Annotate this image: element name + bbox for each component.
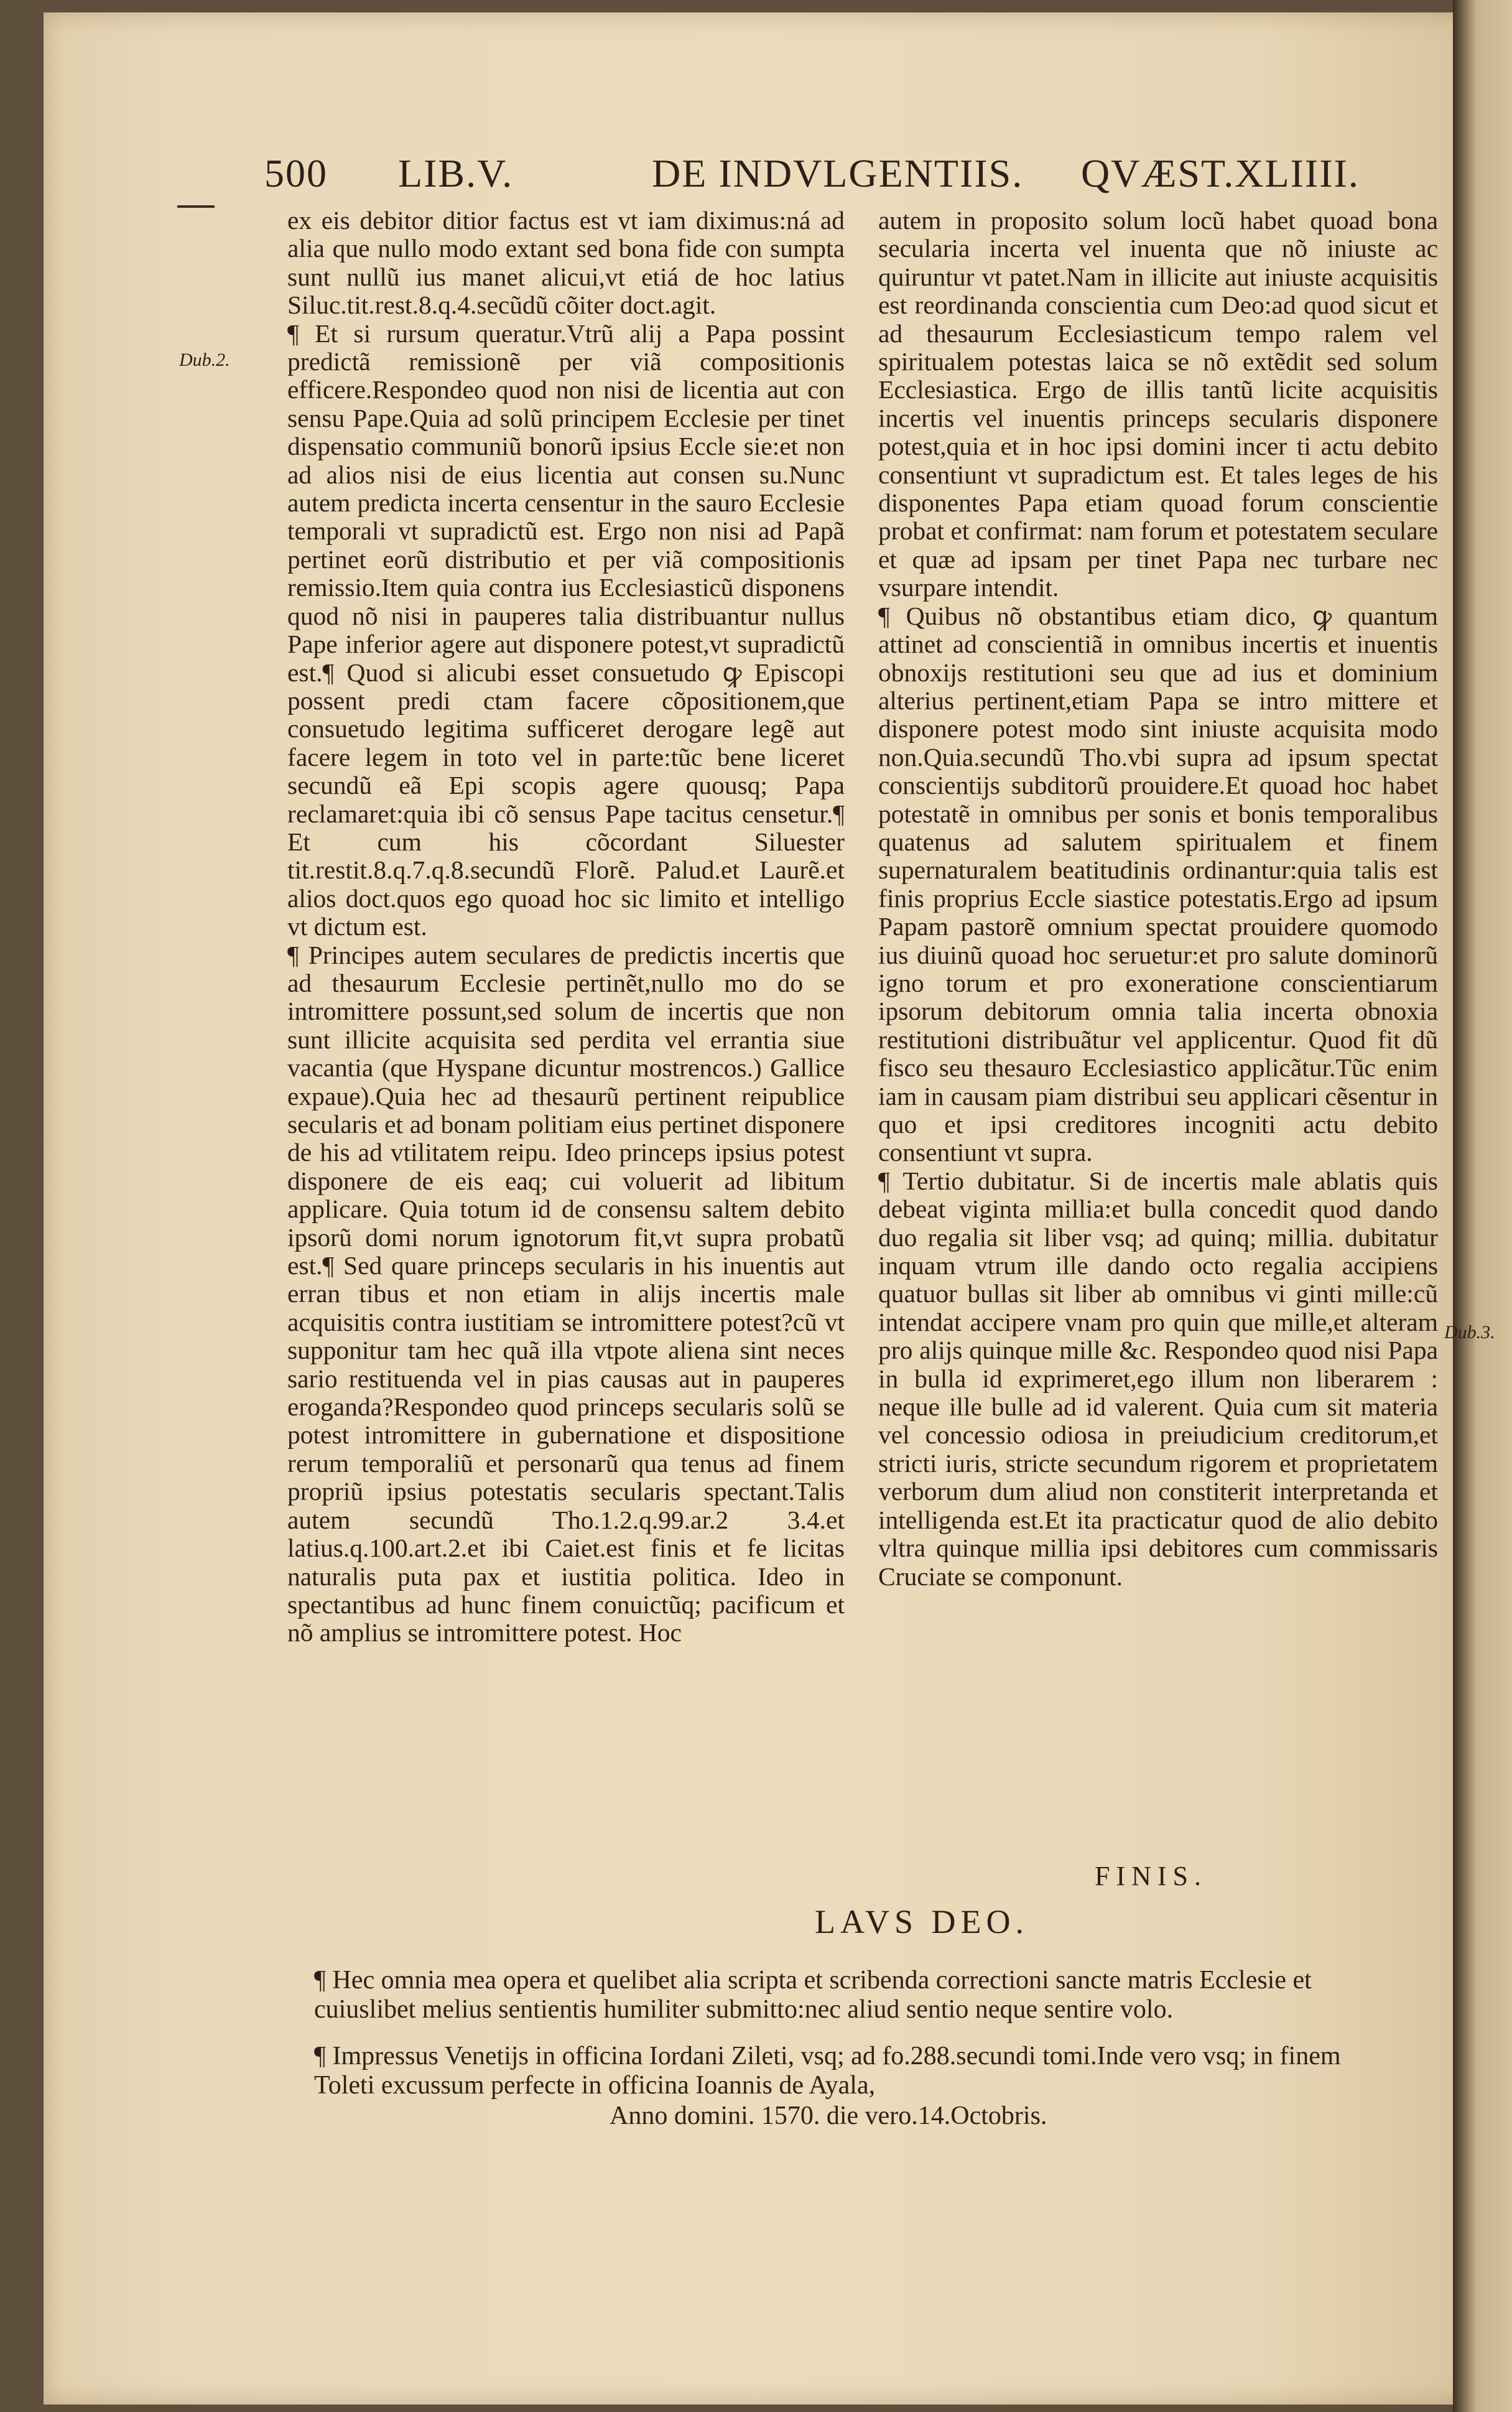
margin-note-dub2: Dub.2. (179, 350, 230, 370)
page-number: 500 (264, 151, 328, 195)
question-number: QVÆST.XLIIII. (1081, 151, 1360, 195)
paragraph: autem in proposito solum locũ habet quoad bona secularia incerta vel inuenta que nõ iniuste ac quiruntur vt patet.Nam in illicite aut iniuste acquisitis est reordinanda conscientia cum Deo:ad quod sicut et ad thesaurum Ecclesiasticum tempo ralem vel spiritualem potestas laica se nõ extẽdit sed solum Ecclesiastica. Ergo de illis tantũ licite acquisitis incertis vel inuentis princeps secularis disponere potest,quia et in hoc ipsi domini incer ti actu debito consentiunt vt supradictum est. Et tales leges de his disponentes Papa etiam quoad forum conscientie probat et confirmat: nam forum et potestatem seculare et quæ ad ipsam per tinet Papa nec turbare nec vsurpare intendit. (878, 206, 1438, 602)
laus-deo-heading: LAVS DEO. (815, 1903, 1029, 1940)
paragraph: ¶ Quibus nõ obstantibus etiam dico, ꝙ quantum attinet ad conscientiã in omnibus incertis et inuentis obnoxijs restitutioni seu que ad ius et dominium alterius pertinent,etiam Papa se intro mittere et disponere potest modo sint iniuste acquisita modo non.Quia.secundũ Tho.vbi supra ad ipsum spectat conscientijs subditorũ prouidere.Et quoad hoc habet potestatẽ in omnibus per sonis et bonis temporalibus quatenus ad salutem spiritualem et finem supernaturalem beatitudinis ordinantur:quia talis est finis proprius Eccle siastice potestatis.Ergo ad ipsum Papam pastorẽ omnium spectat prouidere quomodo ius diuinũ quoad hoc seruetur:et pro salute dominorũ igno torum et pro exoneratione conscientiarum ipsorum debitorum omnia talia incerta obnoxia restitutioni distribuãtur vel applicentur. Quod fit dũ fisco seu thesauro Ecclesiastico applicãtur.Tũc enim iam in causam piam distribui seu applicari cẽsentur in quo et ipsi creditores incogniti actu debito consentiunt vt supra. (878, 601, 1438, 1167)
paragraph: ¶ Tertio dubitatur. Si de incertis male ablatis quis debeat viginta millia:et bulla concedit quod dando duo regalia sit liber vsq; ad quinq; millia. dubitatur inquam vtrum ille dando octo regalia accipiens quatuor bullas sit liber ab omnibus vi ginti mille:cũ intendat accipere vnam pro quin que mille,et alteram pro alijs quinque mille &c. Respondeo quod nisi Papa in bulla id exprimeret,ego illum non liberarem : neque ille bulle ad id valerent. Quia cum sit materia vel concessio odiosa in preiudicium creditorum,et stricti iuris, stricte secundum rigorem et proprietatem verborum dum aliud non constiterit interpretanda et intelligenda est.Et ita practicatur quod de alio debito vltra quinque millia ipsi debitores cum commissaris Cruciate se componunt. (878, 1166, 1438, 1591)
right-column (878, 207, 1438, 1591)
margin-dash (177, 205, 215, 208)
imprint-date: Anno domini. 1570. die vero.14.Octobris. (610, 2102, 1047, 2130)
book-number: LIB.V. (398, 151, 514, 195)
running-header (0, 138, 1512, 207)
imprint-statement: ¶ Impressus Venetijs in officina Iordani Zileti, vsq; ad fo.288.secundi tomi.Inde vero vsq; in finem Toleti excussum perfecte in officina Ioannis de Ayala, (314, 2042, 1341, 2100)
paragraph: ex eis debitor ditior factus est vt iam diximus:ná ad alia que nullo modo extant sed bona fide con sumpta sunt nullũ ius manet alicui,vt etiá de hoc latius Siluc.tit.rest.8.q.4.secũdũ cõiter doct.agit. (287, 206, 845, 320)
submission-statement: ¶ Hec omnia mea opera et quelibet alia scripta et scribenda correctioni sancte matris Ecclesie et cuiuslibet melius sentientis humiliter submitto:nec aliud sentio neque sentire volo. (314, 1966, 1312, 2024)
margin-note-dub3: Dub.3. (1444, 1322, 1495, 1343)
page-title: DE INDVLGENTIIS. (652, 151, 1024, 195)
paragraph: ¶ Et si rursum queratur.Vtrũ alij a Papa possint predictã remissionẽ per viã compositionis efficere.Respondeo quod non nisi de licentia aut con sensu Pape.Quia ad solũ principem Ecclesie per tinet dispensatio communiũ bonorũ ipsius Eccle sie:et non ad alios nisi de eius licentia aut consen su.Nunc autem predicta incerta censentur in the sauro Ecclesie temporali vt supradictũ est. Ergo non nisi ad Papã pertinet eorũ distributio et per viã compositionis remissio.Item quia contra ius Ecclesiasticũ disponens quod nõ nisi in pauperes talia distribuantur nullus Pape inferior agere aut disponere potest,vt supradictũ est.¶ Quod si alicubi esset consuetudo ꝙ Episcopi possent predi ctam facere cõpositionem,que consuetudo legitima sufficeret derogare legẽ aut facere legem in toto vel in parte:tũc bene liceret secundũ eã Epi scopis agere quousq; Papa reclamaret:quia ibi cõ sensus Pape tacitus censetur.¶ Et cum his cõcordant Siluester tit.restit.8.q.7.q.8.secundũ Florẽ. Palud.et Laurẽ.et alios doct.quos ego quoad hoc sic limito et intelligo vt dictum est. (287, 319, 845, 941)
finis-label: FINIS. (1095, 1861, 1208, 1891)
paragraph: ¶ Principes autem seculares de predictis incertis que ad thesaurum Ecclesie pertinẽt,nullo mo do se intromittere possunt,sed solum de incertis que non sunt illicite acquisita sed perdita vel errantia siue vacantia (que Hyspane dicuntur mostrencos.) Gallice expaue).Quia hec ad thesaurũ pertinent reipublice secularis et ad bonam politiam eius pertinet disponere de his ad vtilitatem reipu. Ideo princeps ipsius potest disponere de eis eaq; cui voluerit ad libitum applicare. Quia totum id de consensu saltem debito ipsorũ domi norum ignotorum fit,vt supra probatũ est.¶ Sed quare princeps secularis in his inuentis aut erran tibus et non etiam in alijs incertis male acquisitis contra iustitiam se intromittere potest?cũ vt supponitur tam hec quã illa vtpote aliena sint neces sario restituenda vel in pias causas aut in pauperes eroganda?Respondeo quod princeps secularis solũ se potest intromittere in gubernatione et dispositione rerum temporaliũ et personarũ qua tenus ad finem propriũ ipsius potestatis secularis spectant.Talis autem secundũ Tho.1.2.q.99.ar.2 3.4.et latius.q.100.art.2.et ibi Caiet.est finis et fe licitas naturalis puta pax et iustitia politica. Ideo in spectantibus ad hunc finem conuictũq; pacificum et nõ amplius se intromittere potest. Hoc (287, 940, 845, 1647)
left-column (287, 207, 845, 1647)
facing-page-edge (1453, 0, 1512, 2412)
